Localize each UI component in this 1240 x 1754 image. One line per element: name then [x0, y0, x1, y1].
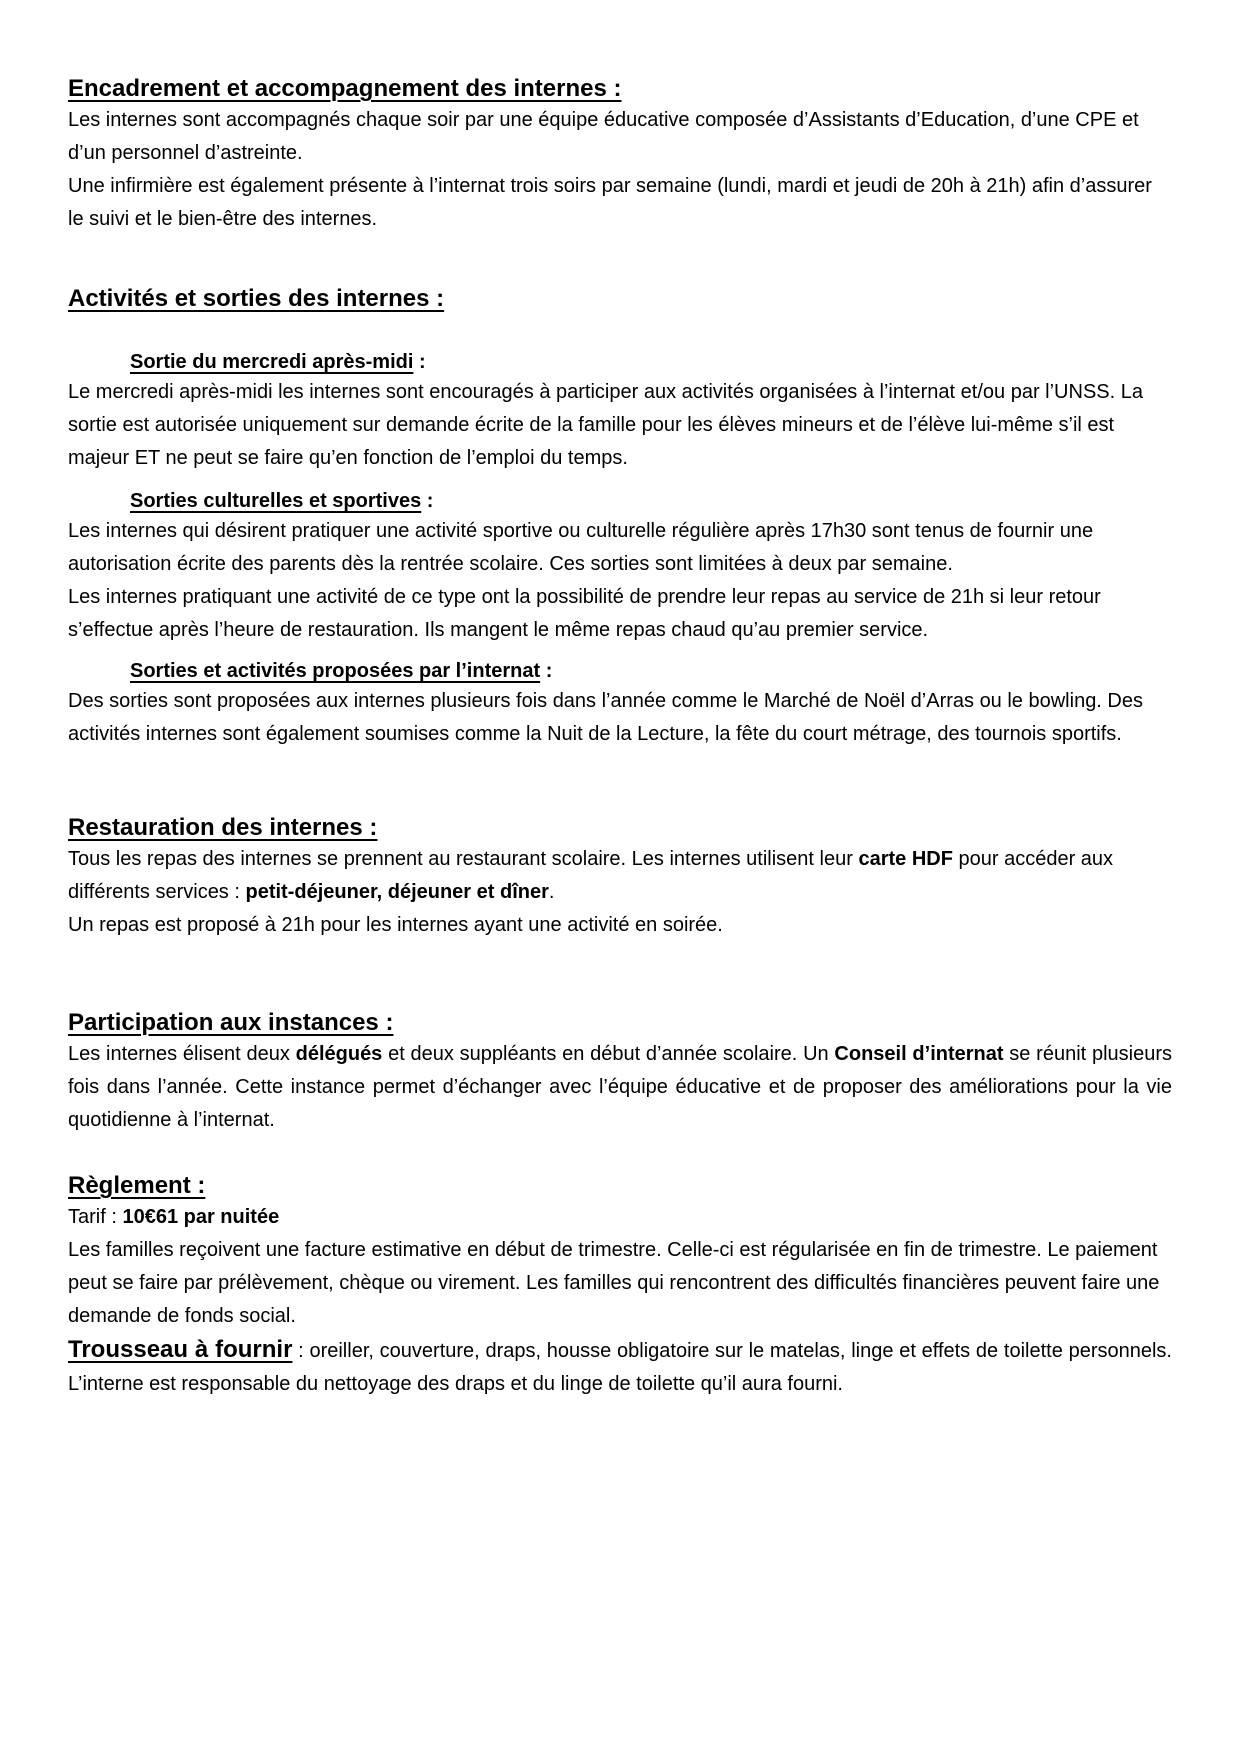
tarif-label: Tarif :	[68, 1206, 123, 1228]
heading-activites	[68, 284, 1172, 314]
paragraph-trousseau	[68, 1333, 1172, 1401]
heading-reglement	[68, 1171, 1172, 1201]
subheading-sorties-culturelles-text: Sorties culturelles et sportives	[130, 490, 422, 512]
subheading-sorties-culturelles	[130, 487, 1172, 515]
participation-text-1: Les internes élisent deux	[68, 1043, 296, 1065]
trousseau-text: : oreiller, couverture, draps, housse obligatoire sur le matelas, linge et effets de toilette personnels. L’interne est responsable du nettoyage des draps et du linge de toilette qu’il aura fourni.	[68, 1340, 1172, 1395]
heading-encadrement-text: Encadrement et accompagnement des internes :	[68, 75, 622, 102]
paragraph-reglement: Les familles reçoivent une facture estimative en début de trimestre. Celle-ci est régularisée en fin de trimestre. Le paiement peut se faire par prélèvement, chèque ou virement. Les familles qui rencontrent des difficultés financières peuvent faire une demande de fonds social.	[68, 1239, 1160, 1327]
subheading-sortie-mercredi	[130, 348, 1172, 376]
participation-bold-conseil: Conseil d’internat	[834, 1043, 1004, 1065]
subheading-sorties-internat-text: Sorties et activités proposées par l’internat	[130, 660, 541, 682]
paragraph-restauration-1	[68, 843, 1172, 909]
subheading-sorties-internat	[130, 657, 1172, 685]
restauration-bold-repas: petit-déjeuner, déjeuner et dîner	[245, 881, 549, 903]
subheading-sorties-culturelles-colon: :	[421, 490, 434, 512]
paragraph-encadrement-2: Une infirmière est également présente à l’internat trois soirs par semaine (lundi, mardi et jeudi de 20h à 21h) afin d’assurer le suivi et le bien-être des internes.	[68, 175, 1152, 230]
restauration-text-2: pour accéder aux différents services :	[68, 848, 1114, 903]
restauration-text-3: .	[548, 881, 555, 903]
participation-text-2: et deux suppléants en début d’année scolaire. Un	[382, 1043, 835, 1065]
restauration-bold-carte-hdf: carte HDF	[858, 848, 953, 870]
paragraph-sorties-culturelles-2: Les internes pratiquant une activité de ce type ont la possibilité de prendre leur repas au service de 21h si leur retour s’effectue après l’heure de restauration. Ils mangent le même repas chaud qu’au premier service.	[68, 586, 1101, 641]
paragraph-restauration-2: Un repas est proposé à 21h pour les internes ayant une activité en soirée.	[68, 914, 723, 936]
subheading-sorties-internat-colon: :	[540, 660, 553, 682]
heading-reglement-text: Règlement :	[68, 1172, 206, 1199]
heading-restauration	[68, 813, 1172, 843]
subheading-sortie-mercredi-text: Sortie du mercredi après-midi	[130, 351, 414, 373]
paragraph-participation	[68, 1038, 1172, 1137]
subheading-sortie-mercredi-colon: :	[413, 351, 426, 373]
heading-participation	[68, 1008, 1172, 1038]
paragraph-sorties-culturelles-1: Les internes qui désirent pratiquer une activité sportive ou culturelle régulière après 17h30 sont tenus de fournir une autorisation écrite des parents dès la rentrée scolaire. Ces sorties sont limitées à deux par semaine.	[68, 520, 1094, 575]
paragraph-encadrement-1: Les internes sont accompagnés chaque soir par une équipe éducative composée d’Assistants d’Education, d’une CPE et d’un personnel d’astreinte.	[68, 109, 1139, 164]
tarif-value: 10€61 par nuitée	[122, 1206, 280, 1228]
paragraph-sorties-internat: Des sorties sont proposées aux internes plusieurs fois dans l’année comme le Marché de Noël d’Arras ou le bowling. Des activités internes sont également soumises comme la Nuit de la Lecture, la fête du court métrage, des tournois sportifs.	[68, 690, 1143, 745]
heading-participation-text: Participation aux instances :	[68, 1009, 394, 1036]
paragraph-tarif	[68, 1201, 1172, 1234]
trousseau-title	[68, 1336, 292, 1363]
participation-text-3: se réunit plusieurs fois dans l’année. Cette instance permet d’échanger avec l’équipe éducative et de proposer des améliorations pour la vie quotidienne à l’internat.	[68, 1043, 1172, 1131]
paragraph-sortie-mercredi: Le mercredi après-midi les internes sont encouragés à participer aux activités organisées à l’internat et/ou par l’UNSS. La sortie est autorisée uniquement sur demande écrite de la famille pour les élèves mineurs et de l’élève lui-même s’il est majeur ET ne peut se faire qu’en fonction de l’emploi du temps.	[68, 381, 1143, 469]
trousseau-title-text: Trousseau à fournir	[68, 1336, 293, 1363]
heading-encadrement	[68, 74, 1172, 104]
restauration-text-1: Tous les repas des internes se prennent au restaurant scolaire. Les internes utilisent leur	[68, 848, 859, 870]
heading-restauration-text: Restauration des internes :	[68, 814, 378, 841]
heading-activites-text: Activités et sorties des internes :	[68, 285, 445, 312]
participation-bold-delegues: délégués	[295, 1043, 383, 1065]
